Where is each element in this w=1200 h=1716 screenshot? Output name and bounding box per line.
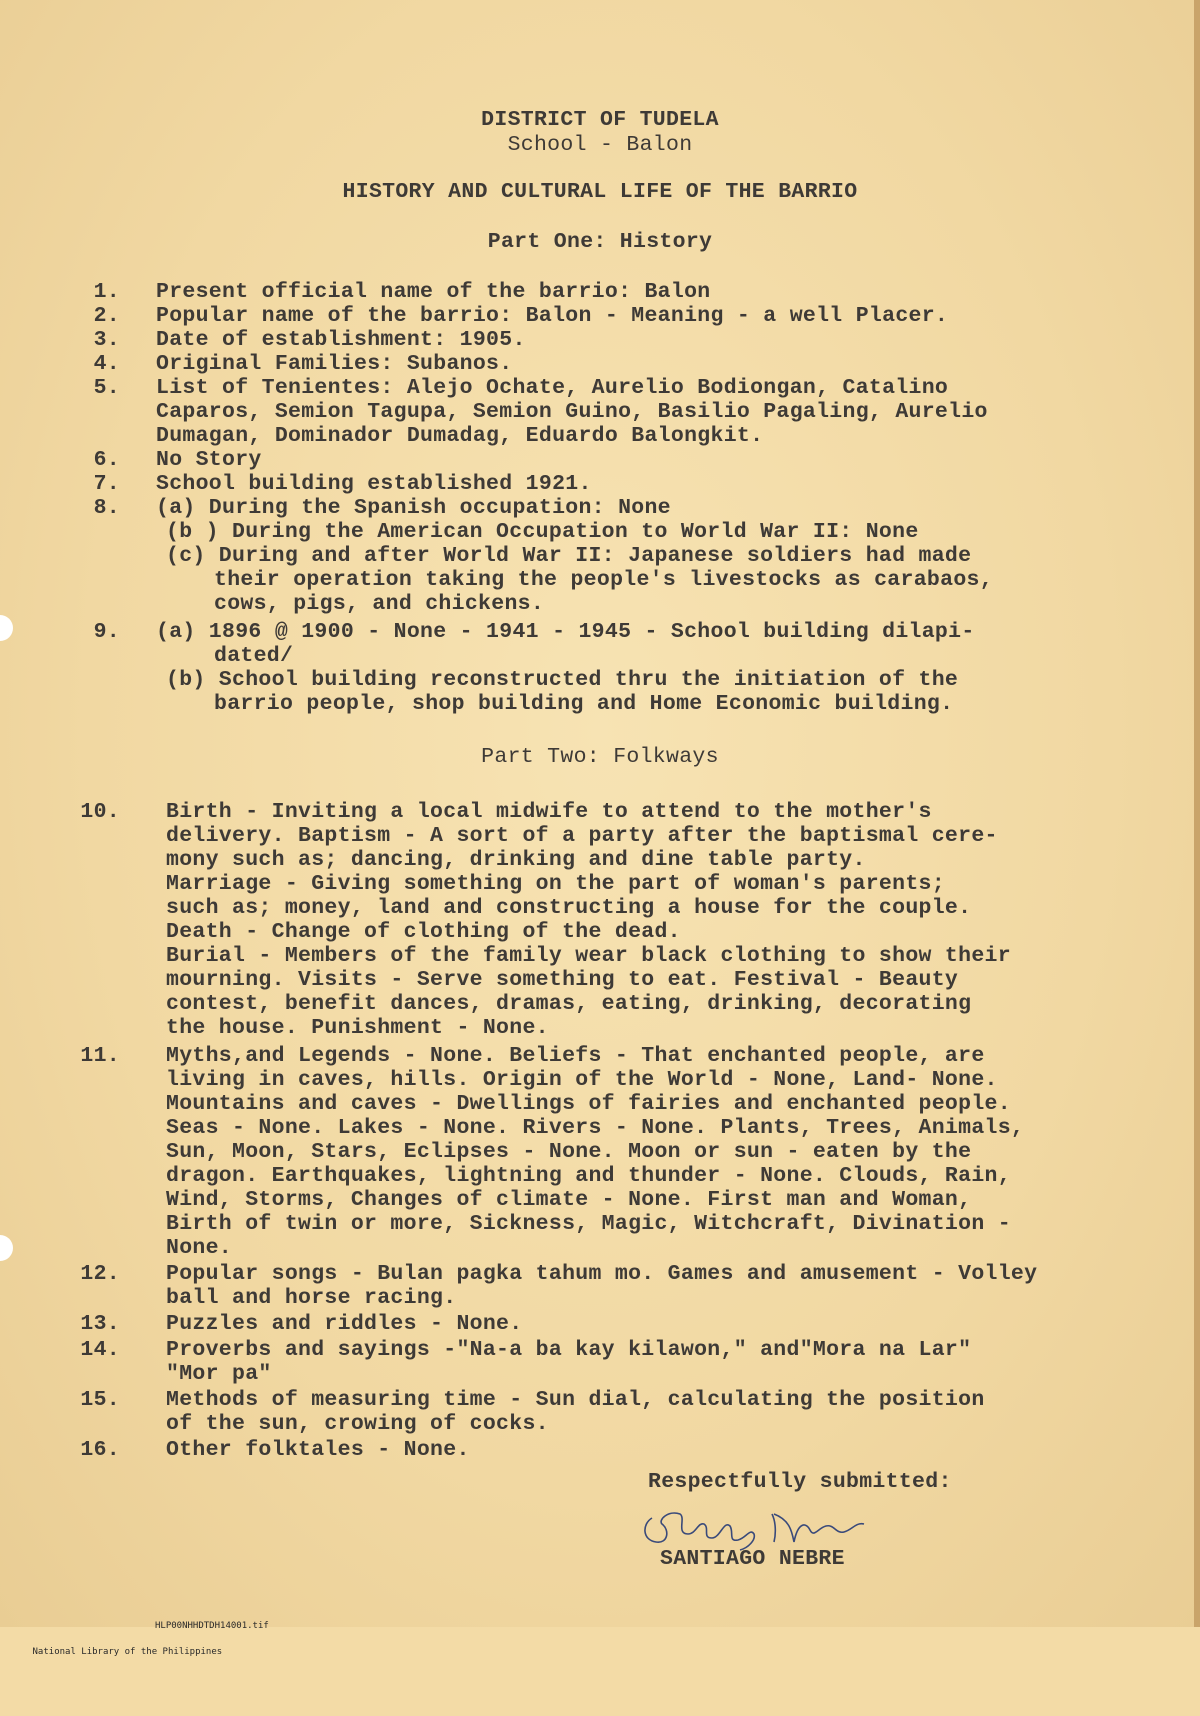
item-text-line: Birth of twin or more, Sickness, Magic, Witchcraft, Divination -: [166, 1212, 1011, 1236]
item-text: Original Families: Subanos.: [156, 352, 513, 376]
item-number: 5.: [93, 376, 120, 400]
item-text-line: Seas - None. Lakes - None. Rivers - None. Plants, Trees, Animals,: [166, 1116, 1025, 1140]
item-text: Date of establishment: 1905.: [156, 328, 526, 352]
item-number: 14.: [80, 1338, 120, 1362]
item-text-line: Death - Change of clothing of the dead.: [166, 920, 681, 944]
item-text-line: dragon. Earthquakes, lightning and thunder - None. Clouds, Rain,: [166, 1164, 1011, 1188]
item-number: 9.: [93, 620, 120, 644]
item-text-line: living in caves, hills. Origin of the World - None, Land- None.: [166, 1068, 998, 1092]
item-number: 8.: [93, 496, 120, 520]
item-text: (a) During the Spanish occupation: None: [156, 496, 671, 520]
item-text: No Story: [156, 448, 262, 472]
item-text-line: (b) School building reconstructed thru the initiation of the: [166, 668, 959, 692]
item-text-line: dated/: [214, 644, 294, 668]
item-text: School building established 1921.: [156, 472, 592, 496]
item-text-line: the house. Punishment - None.: [166, 1016, 549, 1040]
punch-hole: [0, 615, 13, 641]
item-text-line: Marriage - Giving something on the part of woman's parents;: [166, 872, 945, 896]
item-text: Birth - Inviting a local midwife to attend to the mother's: [166, 800, 932, 824]
item-text: Methods of measuring time - Sun dial, calculating the position: [166, 1388, 985, 1412]
item-text-line: (b ) During the American Occupation to World War II: None: [166, 520, 919, 544]
item-text-line: ball and horse racing.: [166, 1286, 457, 1310]
item-text: List of Tenientes: Alejo Ochate, Aurelio Bodiongan, Catalino: [156, 376, 949, 400]
item-number: 15.: [80, 1388, 120, 1412]
item-number: 2.: [93, 304, 120, 328]
district-heading: DISTRICT OF TUDELA: [481, 108, 719, 132]
closing-line: Respectfully submitted:: [648, 1470, 952, 1494]
item-text-line: cows, pigs, and chickens.: [214, 592, 545, 616]
item-text: Popular songs - Bulan pagka tahum mo. Games and amusement - Volley: [166, 1262, 1038, 1286]
item-text-line: mourning. Visits - Serve something to eat. Festival - Beauty: [166, 968, 959, 992]
item-number: 10.: [80, 800, 120, 824]
item-text: Other folktales - None.: [166, 1438, 470, 1462]
item-text: Present official name of the barrio: Balon: [156, 280, 711, 304]
item-text-line: their operation taking the people's livestocks as carabaos,: [214, 568, 993, 592]
item-text: Myths,and Legends - None. Beliefs - That enchanted people, are: [166, 1044, 985, 1068]
item-number: 3.: [93, 328, 120, 352]
item-number: 6.: [93, 448, 120, 472]
item-text-line: delivery. Baptism - A sort of a party after the baptismal cere-: [166, 824, 998, 848]
scan-footer: [0, 1614, 269, 1716]
item-number: 11.: [80, 1044, 120, 1068]
item-text-line: barrio people, shop building and Home Economic building.: [214, 692, 954, 716]
item-text-line: contest, benefit dances, dramas, eating, drinking, decorating: [166, 992, 972, 1016]
item-number: 16.: [80, 1438, 120, 1462]
item-text-line: Burial - Members of the family wear black clothing to show their: [166, 944, 1011, 968]
item-number: 13.: [80, 1312, 120, 1336]
file-id: HLP00NHHDTDH14001.tif: [155, 1621, 269, 1631]
school-heading: School - Balon: [507, 133, 693, 157]
item-number: 12.: [80, 1262, 120, 1286]
part-two-heading: Part Two: Folkways: [481, 745, 719, 769]
item-text: Puzzles and riddles - None.: [166, 1312, 523, 1336]
item-text: (a) 1896 @ 1900 - None - 1941 - 1945 - School building dilapi-: [156, 620, 975, 644]
item-text-line: Mountains and caves - Dwellings of fairies and enchanted people.: [166, 1092, 1011, 1116]
item-text-line: such as; money, land and constructing a house for the couple.: [166, 896, 972, 920]
punch-hole: [0, 1235, 13, 1261]
item-text-line: "Mor pa": [166, 1362, 272, 1386]
library-credit: National Library of the Philippines: [32, 1646, 223, 1657]
document-title: HISTORY AND CULTURAL LIFE OF THE BARRIO: [342, 180, 858, 204]
item-text-line: Sun, Moon, Stars, Eclipses - None. Moon or sun - eaten by the: [166, 1140, 972, 1164]
signer-name: SANTIAGO NEBRE: [660, 1547, 845, 1571]
item-number: 7.: [93, 472, 120, 496]
part-one-heading: Part One: History: [487, 230, 713, 254]
item-text-line: (c) During and after World War II: Japanese soldiers had made: [166, 544, 972, 568]
item-text-line: None.: [166, 1236, 233, 1260]
item-text: Proverbs and sayings -"Na-a ba kay kilawon," and"Mora na Lar": [166, 1338, 972, 1362]
item-text: Popular name of the barrio: Balon - Meaning - a well Placer.: [156, 304, 949, 328]
item-number: 1.: [93, 280, 120, 304]
item-number: 4.: [93, 352, 120, 376]
item-text-line: Dumagan, Dominador Dumadag, Eduardo Balongkit.: [156, 424, 764, 448]
item-text-line: Caparos, Semion Tagupa, Semion Guino, Basilio Pagaling, Aurelio: [156, 400, 988, 424]
item-text-line: Wind, Storms, Changes of climate - None. First man and Woman,: [166, 1188, 972, 1212]
item-text-line: mony such as; dancing, drinking and dine table party.: [166, 848, 866, 872]
item-text-line: of the sun, crowing of cocks.: [166, 1412, 549, 1436]
